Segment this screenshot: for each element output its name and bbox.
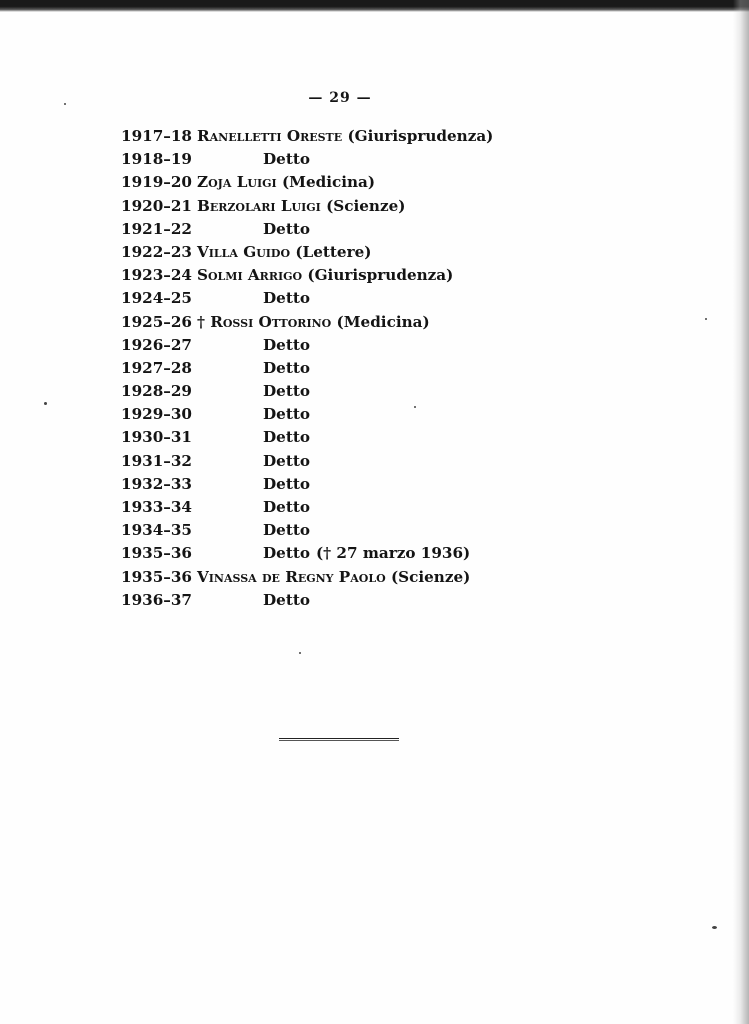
- academic-year: 1935–36: [121, 567, 192, 586]
- academic-year: 1930–31: [121, 428, 192, 447]
- academic-year: 1924–25: [121, 289, 192, 308]
- academic-year: 1932–33: [121, 474, 192, 493]
- list-item: [121, 171, 541, 194]
- scan-right-edge: [733, 0, 749, 1024]
- list-item: [121, 334, 541, 357]
- faculty: (Scienze): [326, 196, 406, 215]
- ditto-mark: Detto: [263, 382, 310, 401]
- ditto-mark: Detto: [263, 219, 310, 238]
- list-item: [121, 287, 541, 310]
- academic-year: 1936–37: [121, 590, 192, 609]
- list-item: [121, 241, 541, 264]
- academic-year: 1929–30: [121, 405, 192, 424]
- ditto-mark: Detto: [263, 498, 310, 516]
- scan-speck: [414, 406, 416, 408]
- academic-year: 1935–36: [121, 544, 192, 563]
- rector-name: Vinassa de Regny Paolo: [197, 567, 386, 586]
- academic-year: 1933–34: [121, 498, 192, 516]
- academic-year: 1922–23: [121, 242, 192, 261]
- academic-year: 1931–32: [121, 451, 192, 470]
- ditto-mark: Detto: [263, 405, 310, 424]
- academic-year: 1934–35: [121, 521, 192, 540]
- academic-year: 1925–26: [121, 312, 192, 331]
- academic-year: 1923–24: [121, 266, 192, 285]
- scan-top-edge: [0, 0, 749, 12]
- faculty: (Giurisprudenza): [307, 266, 454, 285]
- scan-speck: [44, 402, 47, 405]
- rector-name: Ranelletti Oreste: [197, 127, 343, 145]
- ditto-mark: Detto: [263, 474, 310, 493]
- scan-speck: [299, 652, 301, 654]
- academic-year: 1928–29: [121, 382, 192, 401]
- list-item: [121, 195, 541, 218]
- ditto-mark: Detto: [263, 521, 310, 540]
- list-item: [121, 542, 541, 565]
- list-item: [121, 426, 541, 449]
- list-item: [121, 264, 541, 287]
- academic-year: 1921–22: [121, 219, 192, 238]
- faculty: (Giurisprudenza): [347, 127, 494, 145]
- scan-speck: [64, 103, 66, 105]
- faculty: (Medicina): [281, 173, 376, 192]
- rector-list: [121, 125, 541, 612]
- ditto-mark: Detto: [263, 358, 310, 377]
- list-item: [121, 380, 541, 403]
- scan-speck: [712, 926, 717, 929]
- academic-year: 1920–21: [121, 196, 192, 215]
- ditto-mark: Detto: [263, 289, 310, 308]
- list-item: [121, 450, 541, 473]
- list-item: [121, 218, 541, 241]
- list-item: [121, 148, 541, 171]
- academic-year: 1919–20: [121, 173, 192, 192]
- faculty: (Scienze): [390, 567, 471, 586]
- rector-name: Berzolari Luigi: [197, 196, 321, 215]
- rector-name: Zoja Luigi: [197, 173, 277, 192]
- ditto-mark: Detto: [263, 150, 310, 169]
- closing-rule: [279, 738, 399, 741]
- academic-year: 1917–18: [121, 127, 192, 145]
- list-item: [121, 125, 541, 148]
- list-item: [121, 357, 541, 380]
- ditto-mark: Detto: [263, 590, 310, 609]
- faculty: (Medicina): [336, 312, 430, 331]
- list-item: [121, 496, 541, 519]
- list-item: [121, 566, 541, 589]
- list-item: [121, 589, 541, 612]
- faculty: (Lettere): [295, 242, 372, 261]
- academic-year: 1926–27: [121, 335, 192, 354]
- list-item: [121, 403, 541, 426]
- ditto-mark: Detto: [263, 428, 310, 447]
- list-item: [121, 311, 541, 334]
- list-item: [121, 473, 541, 496]
- academic-year: 1927–28: [121, 358, 192, 377]
- scan-speck: [705, 318, 707, 320]
- ditto-mark: Detto: [263, 451, 310, 470]
- page-number: — 29 —: [308, 90, 372, 106]
- rector-name: Solmi Arrigo: [197, 266, 303, 285]
- academic-year: 1918–19: [121, 150, 192, 169]
- rector-name: † Rossi Ottorino: [197, 312, 332, 331]
- ditto-mark: Detto: [263, 544, 310, 563]
- list-item: [121, 519, 541, 542]
- death-note: († 27 marzo 1936): [316, 544, 471, 563]
- ditto-mark: Detto: [263, 335, 310, 354]
- rector-name: Villa Guido: [197, 242, 291, 261]
